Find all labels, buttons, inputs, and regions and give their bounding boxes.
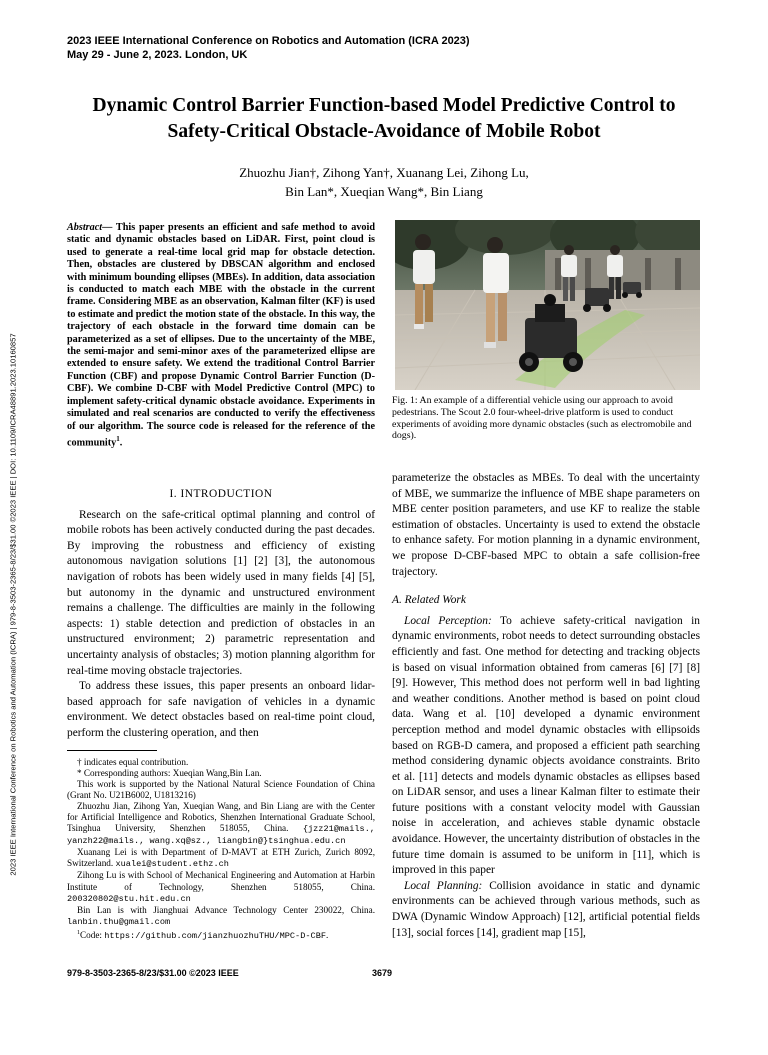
conference-name: 2023 IEEE International Conference on Robotics and Automation (ICRA 2023) — [67, 35, 470, 47]
abstract-text: — This paper presents an efficient and safe method to avoid static and dynamic obstacles based on LiDAR. First, point cloud is used to generate a real-time local grid map for obstacle detection. Then, obstacles are clustered by DBSCAN algorithm and enclosed with minimum bounding ellipses (MBEs). In addition, data association is conducted to match each MBE with the obstacle in the current frame. Considering MBE as an observation, Kalman filter (KF) is used to estimate and predict the motion state of the obstacle. In this way, the trajectory of each obstacle in the forward time domain can be parameterized as a set of ellipses. Due to the uncertainty of the MBE, the semi-major and semi-minor axes of the parameterized ellipse are extended to ensure safety. We extend the traditional Control Barrier Function (CBF) and propose Dynamic Control Barrier Function (D-CBF). We combine D-CBF with Model Predictive Control (MPC) to implement safety-critical dynamic obstacle avoidance. Experiments in simulated and real scenarios are conducted to verify the effectiveness of our algorithm. The source code is released for the reference of the community — [67, 222, 375, 449]
right-column — [392, 471, 700, 941]
paragraph-text: To achieve safety-critical navigation in dynamic environments, robot needs to detect surrounding obstacles efficiently and fast. One method for detecting and tracking objects is based on visual information obtained from cameras [6] [7] [8] [9]. However, This method does not perform well in bad lighting and weather conditions. Another method is based on point cloud data. Wang et al. [10] developed a dynamic environment perception method and model dynamic obstacles with ellipsoids based on RGB-D camera, and proposed a efficient path searching method considering dynamic objects avoidance constraints. Brito et al. [11] detects and models dynamic obstacles as ellipses based on LiDAR sensor, and uses a linear Kalman filter to estimate their future positions with a constant velocity model with Gaussian noise in acceleration, and achieves stable dynamic obstacle avoidance. However, the uncertainty distribution of obstacles in the future time domain is assumed to be uniform in [11], which is improved in this paper — [392, 614, 700, 877]
introduction-section — [67, 474, 375, 942]
footnote — [67, 905, 375, 928]
footnote — [67, 870, 375, 904]
side-doi-banner: 2023 IEEE International Conference on Robotics and Automation (ICRA) | 979-8-3503-2365-8/23/$31.00 ©2023 IEEE | DOI: 10.1109/ICRA48891.2023.10160857 — [8, 333, 18, 876]
footnote: * Corresponding authors: Xueqian Wang,Bin Lan. — [77, 767, 262, 778]
paragraph-text: Collision avoidance in static and dynamic environments can be achieved through various methods, such as DWA (Dynamic Window Approach) [12], artificial potential fields [13], social forces [14], gradient map [15], — [392, 879, 700, 939]
footnote — [67, 847, 375, 870]
abstract — [67, 222, 375, 450]
footnote-affiliation: Zihong Lu is with School of Mechanical Engineering and Automation at Harbin Institute of Technology, Shenzhen 518055, China. — [67, 870, 375, 892]
code-label: Code: — [80, 929, 102, 940]
footnote-email: lanbin.thu@gmail.com — [67, 916, 171, 927]
subsection-heading: A. Related Work — [392, 594, 466, 607]
footnote-affiliation: Xuanang Lei is with Department of D-MAVT at ETH Zurich, Zurich 8092, Switzerland. — [67, 847, 375, 869]
footnote-end: . — [326, 929, 329, 940]
footnote-affiliation: Zhuozhu Jian, Zihong Yan, Xueqian Wang, and Bin Liang are with the Center for Artificial Intelligence and Robotics, Shenzhen International Graduate School, Tsinghua University, Shenzhen 518055, China. — [67, 800, 375, 834]
paragraph — [392, 879, 700, 941]
authors-line: Bin Lan*, Xueqian Wang*, Bin Liang — [285, 184, 483, 199]
footnote-marker: 1 — [77, 929, 80, 936]
title-line: Dynamic Control Barrier Function-based Model Predictive Control to — [92, 95, 676, 116]
abstract-end: . — [119, 437, 123, 449]
footnote: This work is supported by the National Natural Science Foundation of China (Grant No. U21B6002, U1813216) — [67, 778, 375, 800]
footnote-rule — [67, 750, 157, 751]
figure-photo — [395, 220, 700, 390]
authors-line: Zhuozhu Jian†, Zihong Yan†, Xuanang Lei, Zihong Lu, — [239, 165, 529, 180]
author-list — [150, 163, 618, 201]
code-link[interactable]: https://github.com/jianzhuozhuTHU/MPC-D-CBF — [104, 930, 327, 941]
paragraph — [392, 614, 700, 879]
footnote: † indicates equal contribution. — [77, 756, 189, 767]
footnote — [67, 801, 375, 847]
abstract-label: Abstract — [67, 222, 103, 233]
paragraph-label: Local Planning: — [404, 879, 483, 892]
footnote-affiliation: Bin Lan is with Jianghuai Advance Technology Center 230022, China. — [77, 904, 375, 915]
footnotes — [67, 757, 375, 943]
footnote-marker: 1 — [116, 434, 120, 443]
photo-robot-pedestrians — [395, 220, 700, 390]
conference-header — [67, 34, 470, 62]
paragraph-label: Local Perception: — [404, 614, 492, 627]
footnote-email: {jzz21@mails., yanzh22@mails., wang.xq@sz., liangbin@}tsinghua.edu.cn — [67, 824, 376, 847]
footnote-email: xualei@student.ethz.ch — [115, 859, 229, 870]
intro-paragraph: Research on the safe-critical optimal planning and control of mobile robots has been actively conducted during the past decades. By improving the robustness and efficiency of existing autonomous navigation solutions [1] [2] [3], the autonomous navigation of robots has been widely used in many fields [4] [5], but autonomy in the dynamic and unstructured environment remains a challenge. The difficulties are mainly in the following aspects: 1) stable detection and prediction of obstacles in an unstructured environment; 2) parametric representation and uncertainty analysis of obstacles; 3) motion planning algorithm for real-time moving obstacle trajectories. — [67, 508, 375, 677]
section-heading: I. INTRODUCTION — [169, 488, 273, 500]
figure-caption: Fig. 1: An example of a differential vehicle using our approach to avoid pedestrians. The Scout 2.0 four-wheel-drive platform is used to conduct experiments of avoiding more dynamic obstacles (such as electromobile and dogs). — [392, 395, 692, 442]
title-line: Safety-Critical Obstacle-Avoidance of Mobile Robot — [167, 121, 601, 142]
footer-copyright: 979-8-3503-2365-8/23/$31.00 ©2023 IEEE — [67, 968, 239, 978]
page-number: 3679 — [372, 968, 393, 978]
footnote — [67, 928, 375, 942]
intro-paragraph: To address these issues, this paper presents an onboard lidar-based approach for safe navigation of vehicles in a dynamic environment. We detect obstacles based on real-time point cloud, perform the clustering operation, and then — [67, 680, 375, 739]
paragraph: parameterize the obstacles as MBEs. To deal with the uncertainty of MBE, we summarize the influence of MBE shape parameters on MBE center position parameters, and use KF to realize the stable estimation of obstacles. Uncertainty is used to extend the obstacle to enhance safety. For motion planning in a dynamic environment, we propose D-CBF-based MPC to obtain a safe collision-free trajectory. — [392, 472, 700, 578]
paper-title — [40, 93, 728, 145]
footnote-email: 200320802@stu.hit.edu.cn — [67, 893, 191, 904]
conference-dates: May 29 - June 2, 2023. London, UK — [67, 49, 248, 61]
